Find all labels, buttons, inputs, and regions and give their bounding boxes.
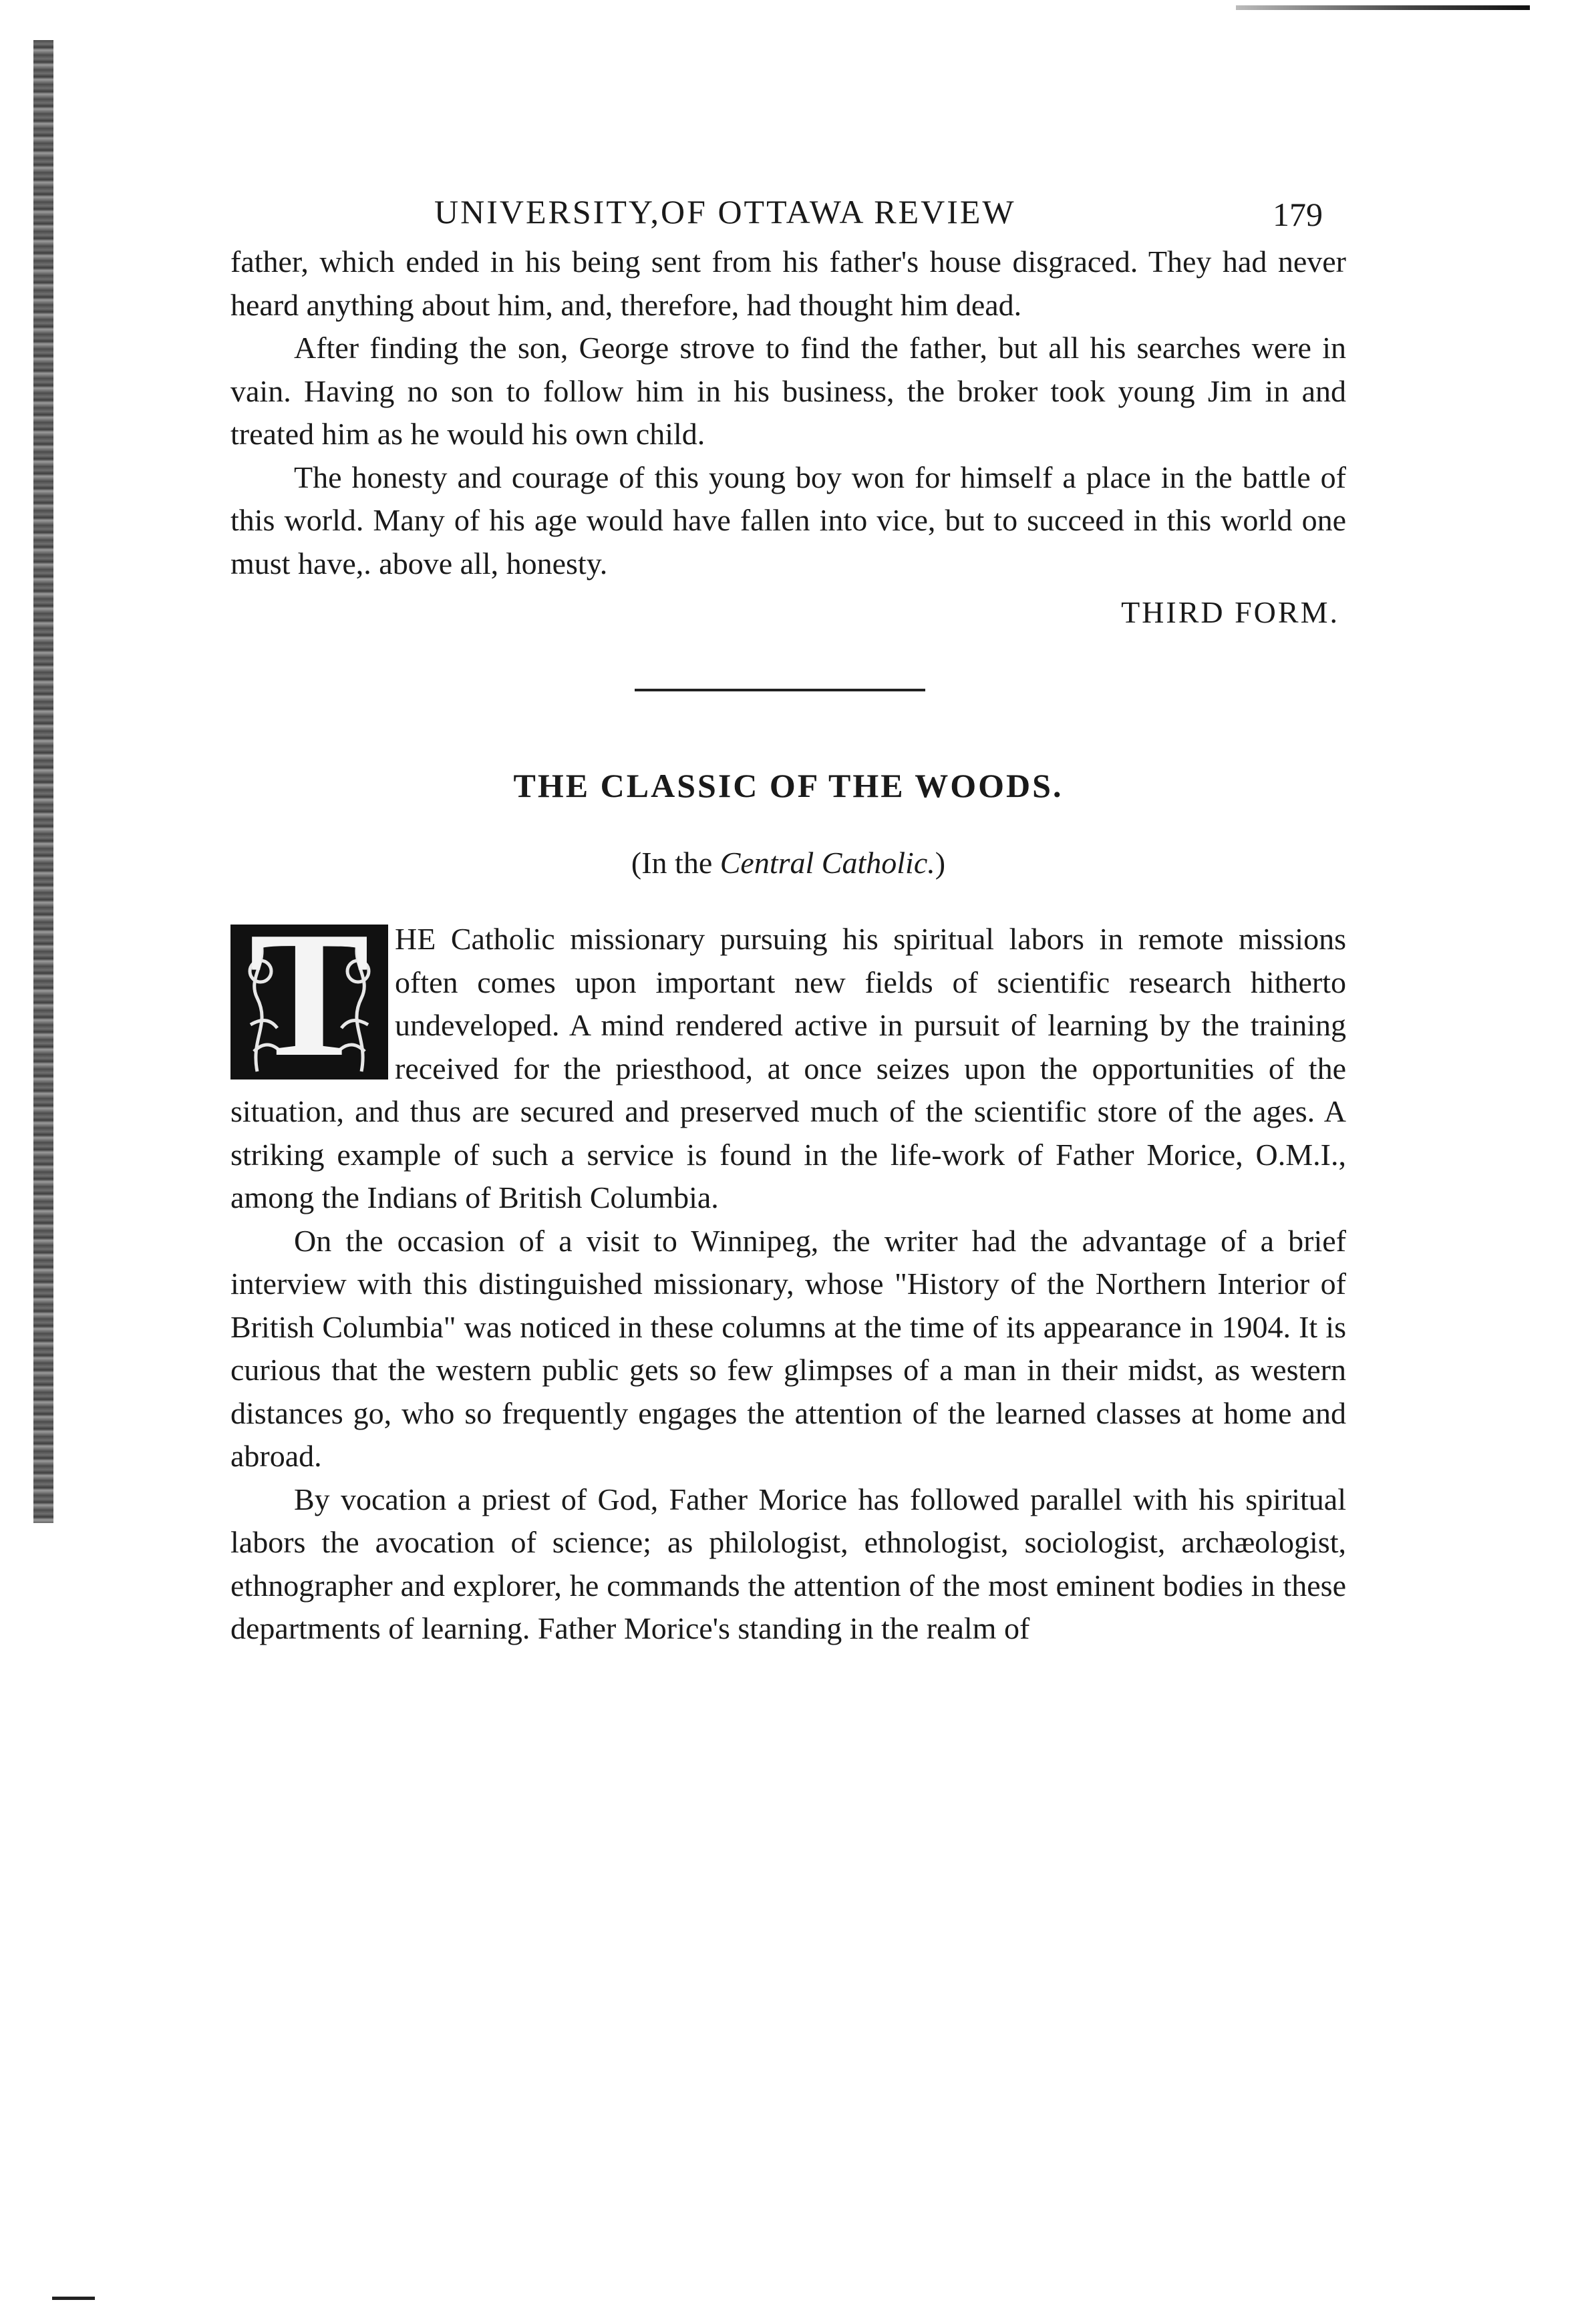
scan-top-rule (1236, 5, 1530, 10)
running-title: UNIVERSITY,OF OTTAWA REVIEW (434, 193, 1016, 230)
paragraph: father, which ended in his being sent from his father's house disgraced. They had never heard anything about him, and, therefore, had thought him dead. (230, 244, 1346, 322)
source-publication: Central Catholic. (720, 846, 935, 880)
document-page (230, 187, 1346, 1651)
initial-letter: T (249, 925, 370, 1080)
previous-article (230, 240, 1346, 630)
scan-binding-edge (33, 40, 53, 1523)
section-divider (635, 689, 925, 691)
article-title: THE CLASSIC OF THE WOODS. (513, 767, 1064, 804)
article-body (230, 918, 1346, 1651)
ornamental-initial (230, 925, 388, 1080)
first-paragraph-text: Catholic missionary pursuing his spiritual labors in remote missions often comes upon important new fields of scientific research hitherto undeveloped. A mind rendered active in pursuit of learning by the training received for the priesthood, at once seizes upon the opportunities of the situation, and thus are secured and preserved much of the scientific store of the ages. A striking example of such a service is found in the life-work of Father Morice, O.M.I., among the Indians of British Columbia. (230, 922, 1346, 1214)
author-signature: THIRD FORM. (1121, 595, 1339, 629)
article-source (230, 845, 1346, 880)
paragraph: The honesty and courage of this young boy won for himself a place in the battle of this world. Many of his age would have fallen into vice, but to succeed in this world one must have,. above all, honesty. (230, 460, 1346, 580)
source-close: ) (935, 846, 946, 880)
page-number: 179 (1273, 196, 1323, 233)
paragraph: After finding the son, George strove to find the father, but all his searches were in vain. Having no son to follow him in his business, the broker took young Jim in and treated him as he would his own child. (230, 331, 1346, 451)
first-word: HE (395, 922, 436, 956)
scan-corner-mark (52, 2297, 95, 2300)
source-open: (In the (631, 846, 720, 880)
first-paragraph (230, 918, 1346, 1220)
paragraph: By vocation a priest of God, Father Morice has followed parallel with his spiritual labors the avocation of science; as philologist, ethnologist, sociologist, archæologist, ethnographer and explorer, he commands the attention of the most eminent bodies in these departments of learning. Father Morice's standing in the realm of (230, 1482, 1346, 1645)
paragraph: On the occasion of a visit to Winnipeg, the writer had the advantage of a brief interview with this distinguished missionary, whose "History of the Northern Interior of British Columbia" was noticed in these columns at the time of its appearance in 1904. It is curious that the western public gets so few glimpses of a man in their midst, as western distances go, who so frequently engages the attention of the learned classes at home and abroad. (230, 1223, 1346, 1473)
running-head (230, 187, 1346, 240)
